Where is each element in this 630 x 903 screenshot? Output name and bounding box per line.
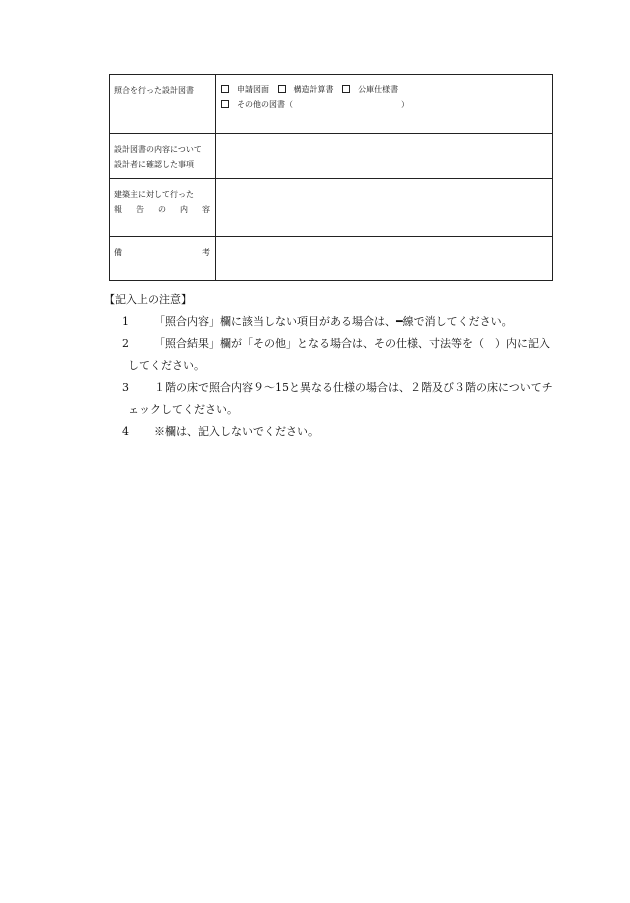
note-continuation: ェックしてください。 xyxy=(128,403,238,416)
note-text: 「照合結果」欄が「その他」となる場合は、その仕様、寸法等を（ ）内に記入 xyxy=(154,337,550,350)
note-number: 4 xyxy=(122,425,129,438)
table-row xyxy=(110,237,553,281)
checkbox-koko-spec[interactable] xyxy=(342,85,350,93)
note-item xyxy=(106,421,576,443)
verification-form-table xyxy=(109,74,553,281)
option-koko-spec: 公庫仕様書 xyxy=(358,85,399,94)
note-number: 1 xyxy=(122,315,129,328)
row-label-verified-documents xyxy=(110,75,216,134)
remarks-field[interactable] xyxy=(216,237,553,281)
checkbox-other-documents[interactable] xyxy=(221,100,229,108)
documents-options-line xyxy=(221,82,552,97)
label-line-spread xyxy=(114,202,210,217)
table-row xyxy=(110,179,553,237)
notes-title: 【記入上の注意】 xyxy=(104,293,192,306)
label-line: 設計図書の内容について xyxy=(114,145,202,154)
note-text: １階の床で照合内容９～15と異なる仕様の場合は、２階及び３階の床についてチ xyxy=(154,381,553,394)
note-item xyxy=(106,377,576,399)
label-char: 考 xyxy=(202,248,210,257)
note-text: ※欄は、記入しないでください。 xyxy=(154,425,319,438)
option-other-documents: その他の図書（ xyxy=(237,100,293,109)
note-text: 「照合内容」欄に該当しない項目がある場合は、━線で消してください。 xyxy=(154,315,513,328)
checkbox-application-drawings[interactable] xyxy=(221,85,229,93)
label-char: 内 xyxy=(180,205,188,214)
documents-checklist xyxy=(216,75,553,134)
table-row xyxy=(110,75,553,134)
label-line: 設計者に確認した事項 xyxy=(114,160,194,169)
documents-other-line xyxy=(221,97,552,112)
label-char: 容 xyxy=(202,205,210,214)
option-application-drawings: 申請図面 xyxy=(237,85,269,94)
row-label-confirmed-with-designer xyxy=(110,134,216,179)
note-item xyxy=(106,333,576,355)
note-item xyxy=(106,311,576,333)
note-number: 2 xyxy=(122,337,129,350)
label-line-spread xyxy=(114,245,210,260)
checkbox-structural-calc[interactable] xyxy=(278,85,286,93)
confirmed-items-field[interactable] xyxy=(216,134,553,179)
note-continuation: してください。 xyxy=(128,359,205,372)
label-char: 備 xyxy=(114,248,122,257)
entry-notes xyxy=(106,289,576,443)
label-line: 建築主に対して行った xyxy=(114,190,194,199)
label-char: の xyxy=(158,205,166,214)
label-text: 照合を行った設計図書 xyxy=(114,86,194,95)
option-structural-calc: 構造計算書 xyxy=(293,85,334,94)
label-char: 告 xyxy=(136,205,144,214)
other-documents-close: ） xyxy=(401,100,409,109)
table-row xyxy=(110,134,553,179)
row-label-report-to-owner xyxy=(110,179,216,237)
row-label-remarks xyxy=(110,237,216,281)
report-content-field[interactable] xyxy=(216,179,553,237)
label-char: 報 xyxy=(114,205,122,214)
note-number: 3 xyxy=(122,381,129,394)
